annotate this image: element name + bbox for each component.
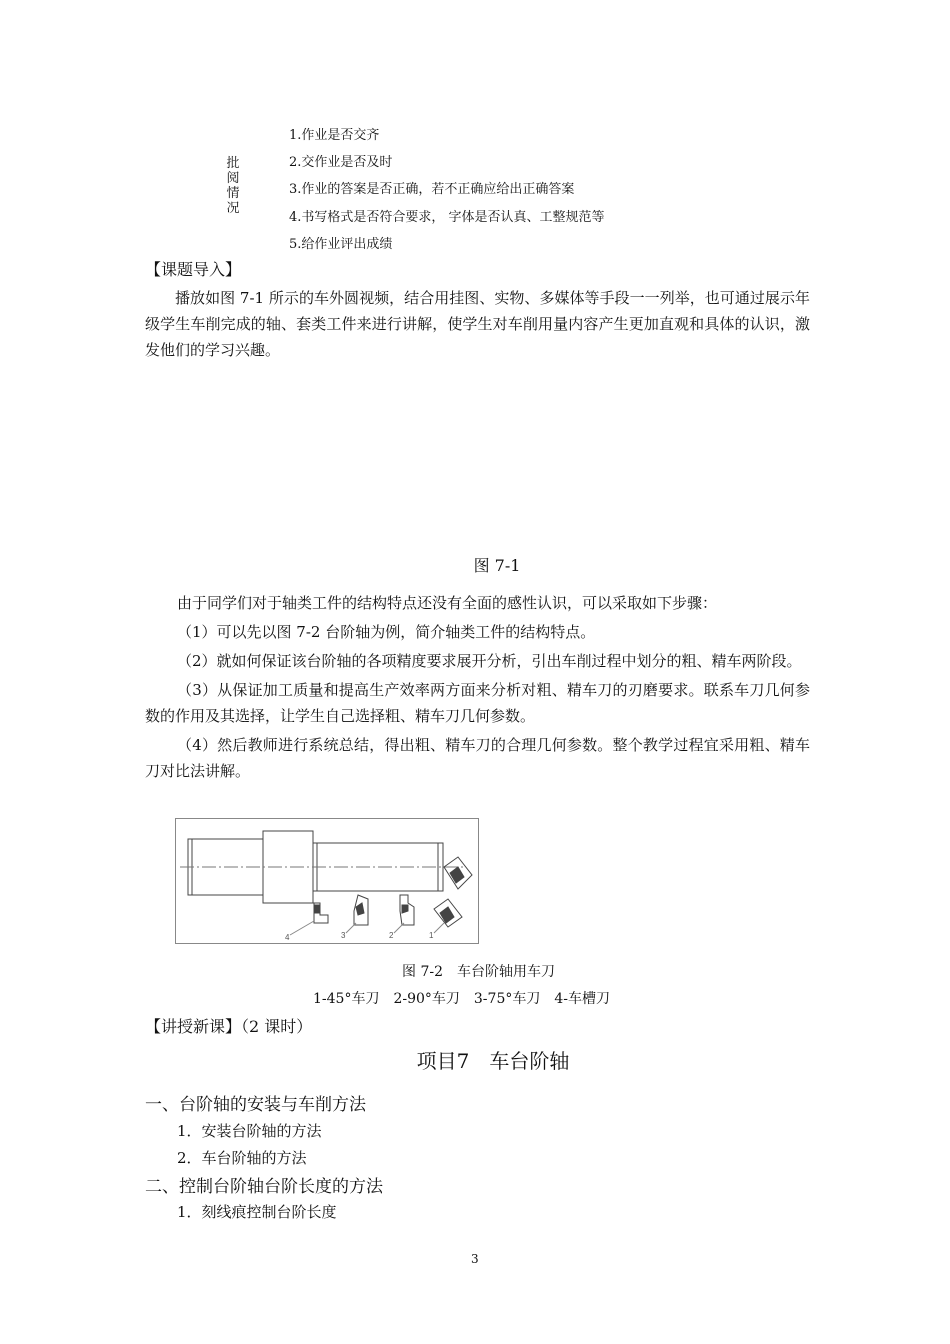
fig-label-3: 3 (341, 931, 346, 940)
figure-7-1-caption: 图 7-1 (473, 556, 521, 575)
section-1-sub-2: 2．车台阶轴的方法 (177, 1149, 307, 1167)
fig-label-1: 1 (429, 931, 434, 940)
section-2-sub-1: 1．刻线痕控制台阶长度 (177, 1203, 337, 1221)
stepped-shaft-illustration (176, 819, 478, 943)
section-1-sub-1: 1．安装台阶轴的方法 (177, 1122, 322, 1140)
project-title: 项目7 车台阶轴 (416, 1049, 570, 1073)
step-2: （2）就如何保证该台阶轴的各项精度要求展开分析，引出车削过程中划分的粗、精车两阶段。 (177, 652, 802, 670)
step-1: （1）可以先以图 7-2 台阶轴为例，简介轴类工件的结构特点。 (177, 623, 596, 641)
intro-paragraph (145, 285, 810, 363)
review-item-4: 4.书写格式是否符合要求， 字体是否认真、工整规范等 (289, 210, 605, 225)
step-4: （4）然后教师进行系统总结，得出粗、精车刀的合理几何参数。整个教学过程宜采用粗、精车刀对比法讲解。 (145, 736, 810, 780)
review-item-5: 5.给作业评出成绩 (289, 237, 393, 252)
section-1-title: 一、台阶轴的安装与车削方法 (145, 1095, 366, 1115)
section-2-title: 二、控制台阶轴台阶长度的方法 (145, 1177, 383, 1197)
figure-7-2-drawing (175, 818, 479, 944)
intro-heading: 【课题导入】 (145, 260, 242, 279)
review-item-1: 1.作业是否交齐 (289, 128, 380, 143)
figure-7-2-caption: 图 7-2 车台阶轴用车刀 (402, 964, 555, 980)
review-item-2: 2.交作业是否及时 (289, 155, 393, 170)
page-number: 3 (471, 1252, 479, 1266)
newlesson-heading: 【讲授新课】（2 课时） (145, 1017, 313, 1036)
fig-label-4: 4 (285, 933, 290, 942)
review-label: 批阅情况 (226, 156, 240, 216)
intro-paragraph-text: 播放如图 7-1 所示的车外圆视频，结合用挂图、实物、多媒体等手段一一列举，也可通过展示年级学生车削完成的轴、套类工件来进行讲解，使学生对车削用量内容产生更加直观和具体的认识，激发他们的学习兴趣。 (145, 289, 810, 359)
fig-label-2: 2 (389, 931, 394, 940)
steps-lead: 由于同学们对于轴类工件的结构特点还没有全面的感性认识，可以采取如下步骤： (177, 594, 718, 612)
steps-block (145, 590, 810, 787)
step-3: （3）从保证加工质量和提高生产效率两方面来分析对粗、精车刀的刃磨要求。联系车刀几何参数的作用及其选择，让学生自己选择粗、精车刀几何参数。 (145, 681, 810, 725)
review-item-3: 3.作业的答案是否正确，若不正确应给出正确答案 (289, 182, 575, 197)
figure-7-2-legend: 1-45°车刀 2-90°车刀 3-75°车刀 4-车槽刀 (313, 991, 610, 1007)
